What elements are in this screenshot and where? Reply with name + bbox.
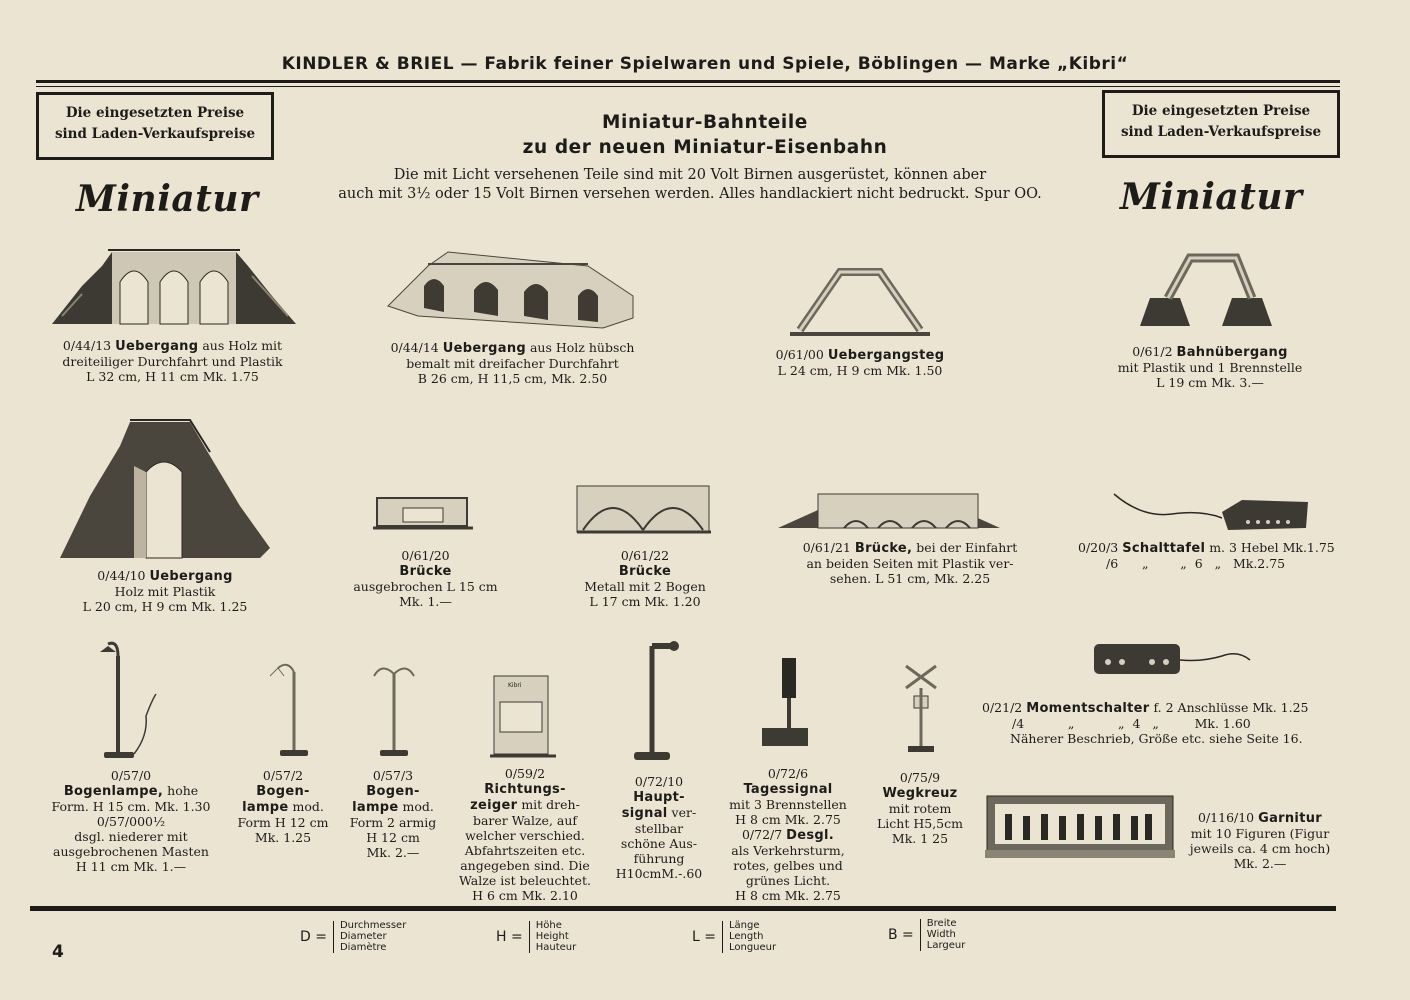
image-schalttafel-20-3 — [1112, 488, 1310, 536]
price-note-right — [1102, 90, 1340, 158]
header-rule-thin — [36, 86, 1340, 87]
item-57-0-line1: hohe — [167, 783, 199, 798]
image-tagessignal-72-6 — [760, 656, 810, 748]
item-57-2-name: Bogen- — [256, 784, 310, 799]
item-44-10-line1: Holz mit Plastik — [114, 584, 216, 599]
image-bogenlampe-57-0 — [96, 636, 160, 764]
legend-b-terms — [927, 918, 966, 951]
item-72-7-line2: rotes, gelbes und — [733, 858, 843, 873]
image-bogenlampe-57-2 — [264, 658, 312, 762]
item-72-7-line1: als Verkehrsturm, — [731, 843, 845, 858]
item-72-10-line2: stellbar — [634, 821, 684, 836]
image-momentschalter-21-2 — [1092, 640, 1252, 678]
item-61-22-number: 0/61/22 — [620, 548, 670, 563]
item-44-13-line3: L 32 cm, H 11 cm Mk. 1.75 — [86, 369, 259, 384]
item-57-3-line3: H 12 cm — [366, 830, 420, 845]
page-title-line2: zu der neuen Miniatur-Eisenbahn — [522, 137, 888, 158]
item-72-6 — [716, 766, 860, 903]
legend-d-term1: Durchmesser — [339, 920, 407, 931]
legend-b — [888, 918, 965, 951]
legend-l-term2: Length — [728, 931, 764, 942]
footer-rule — [30, 906, 1336, 911]
item-72-7-line3: grünes Licht. — [745, 873, 831, 888]
item-57-3 — [338, 768, 448, 860]
item-61-22-name: Brücke — [618, 564, 672, 579]
item-44-10-number: 0/44/10 — [97, 568, 146, 583]
item-61-20-line2: Mk. 1.— — [399, 594, 452, 609]
item-20-3-number: 0/20/3 — [1078, 540, 1119, 555]
item-72-6-name: Tagessignal — [743, 782, 833, 797]
item-61-21-line1: bei der Einfahrt — [916, 540, 1018, 555]
item-61-2-line1: mit Plastik und 1 Brennstelle — [1117, 360, 1303, 375]
item-44-13-name: Uebergang — [115, 339, 199, 354]
item-57-0-line5: ausgebrochenen Masten — [53, 844, 209, 859]
item-61-22-line2: L 17 cm Mk. 1.20 — [589, 594, 701, 609]
script-logo-right: Miniatur — [1120, 176, 1303, 218]
price-note-right-line2: sind Laden-Verkaufspreise — [1120, 124, 1322, 140]
item-59-2-line4: Abfahrtszeiten etc. — [464, 843, 586, 858]
item-72-7-number: 0/72/7 — [741, 827, 783, 842]
image-bogenlampe-57-3 — [364, 662, 424, 762]
item-57-2-line2: Form H 12 cm — [237, 815, 329, 830]
item-72-6-line1: mit 3 Brennstellen — [729, 797, 847, 812]
item-21-2-name: Momentschalter — [1026, 701, 1150, 716]
item-57-2-name2: lampe — [242, 800, 289, 815]
image-bruecke-61-20 — [373, 494, 473, 534]
item-75-9-line2: Licht H5,5cm — [877, 816, 963, 831]
item-61-22-line1: Metall mit 2 Bogen — [584, 579, 706, 594]
image-uebergang-44-13 — [52, 246, 296, 326]
legend-l-term1: Länge — [728, 920, 760, 931]
catalog-header: KINDLER & BRIEL — Fabrik feiner Spielwaren und Spiele, Böblingen — Marke „Kibri“ — [281, 54, 1129, 74]
item-44-10 — [60, 568, 270, 614]
script-logo-left: Miniatur — [76, 178, 259, 220]
image-uebergangsteg-61-00 — [790, 268, 930, 338]
item-59-2-name2: zeiger — [470, 798, 518, 813]
legend-b-term3: Largeur — [926, 940, 966, 951]
legend-h — [496, 920, 576, 953]
item-44-13-number: 0/44/13 — [62, 338, 112, 353]
item-21-2-number: 0/21/2 — [982, 700, 1023, 715]
item-59-2-number: 0/59/2 — [504, 766, 546, 781]
item-61-00-line1: L 24 cm, H 9 cm Mk. 1.50 — [777, 363, 943, 378]
legend-l-term3: Longueur — [728, 942, 777, 953]
item-75-9-name: Wegkreuz — [882, 786, 958, 801]
legend-b-key: B = — [888, 926, 914, 943]
item-59-2-line6: Walze ist beleuchtet. — [459, 873, 591, 888]
item-61-2-number: 0/61/2 — [1132, 344, 1173, 359]
item-61-00-number: 0/61/00 — [775, 347, 824, 362]
item-59-2-name: Richtungs- — [484, 782, 566, 797]
legend-b-term1: Breite — [926, 918, 957, 929]
price-note-right-line1: Die eingesetzten Preise — [1131, 103, 1311, 119]
item-44-10-name: Uebergang — [149, 569, 233, 584]
item-57-0-number: 0/57/0 — [110, 768, 152, 783]
item-72-10-name: Haupt- — [633, 790, 685, 805]
item-72-10-line4: führung — [633, 851, 685, 866]
item-57-2 — [228, 768, 338, 845]
item-44-13 — [30, 338, 315, 384]
legend-l-terms — [729, 920, 776, 953]
item-75-9-number: 0/75/9 — [899, 770, 941, 785]
item-72-10-number: 0/72/10 — [634, 774, 684, 789]
item-116-10-line2: jeweils ca. 4 cm hoch) — [1189, 841, 1331, 856]
item-75-9-line3: Mk. 1 25 — [891, 831, 949, 846]
item-116-10-number: 0/116/10 — [1198, 810, 1255, 825]
item-72-10-line1: ver- — [671, 805, 697, 820]
item-44-14-name: Uebergang — [442, 341, 526, 356]
image-garnitur-116-10 — [985, 794, 1175, 860]
item-57-0-name: Bogenlampe, — [63, 784, 164, 799]
item-44-14-line3: B 26 cm, H 11,5 cm, Mk. 2.50 — [417, 371, 608, 386]
image-bruecke-61-22 — [577, 480, 711, 536]
legend-d-term2: Diameter — [339, 931, 387, 942]
legend-h-key: H = — [496, 928, 523, 945]
item-72-6-line2: H 8 cm Mk. 2.75 — [735, 812, 841, 827]
legend-l-brace — [722, 921, 723, 953]
item-61-22 — [560, 548, 730, 609]
item-72-10-line5: H10cmM.-.60 — [615, 866, 703, 881]
image-richtungszeiger-59-2 — [490, 672, 556, 762]
item-20-3 — [1078, 540, 1346, 571]
item-59-2 — [452, 766, 598, 903]
intro-line2: auch mit 3½ oder 15 Volt Birnen versehen werden. Alles handlackiert nicht bedruckt. Spur OO. — [338, 186, 1042, 202]
item-57-0-line3: 0/57/000½ — [96, 814, 166, 829]
item-61-21-line3: sehen. L 51 cm, Mk. 2.25 — [829, 571, 991, 586]
item-59-2-line3: welcher verschied. — [465, 828, 585, 843]
item-61-20 — [338, 548, 513, 609]
item-61-2-name: Bahnübergang — [1176, 345, 1288, 360]
item-61-20-number: 0/61/20 — [401, 548, 450, 563]
item-21-2-line3: Näherer Beschrieb, Größe etc. siehe Seite 16. — [1010, 731, 1303, 746]
price-note-left-line2: sind Laden-Verkaufspreise — [54, 126, 256, 142]
legend-h-term1: Höhe — [535, 920, 562, 931]
item-57-3-line2: Form 2 armig — [349, 815, 437, 830]
item-72-10-name2: signal — [621, 806, 668, 821]
item-57-3-name2: lampe — [352, 800, 399, 815]
legend-h-brace — [529, 921, 530, 953]
intro-text — [290, 166, 1090, 204]
item-21-2-line2: /4 „ „ 4 „ Mk. 1.60 — [1012, 716, 1251, 731]
intro-line1: Die mit Licht versehenen Teile sind mit 20 Volt Birnen ausgerüstet, können aber — [393, 167, 987, 183]
item-72-10 — [604, 774, 714, 881]
legend-d — [300, 920, 406, 953]
item-20-3-line1: m. 3 Hebel Mk.1.75 — [1209, 540, 1335, 555]
item-57-0-line4: dsgl. niederer mit — [74, 829, 188, 844]
item-44-14 — [370, 340, 655, 386]
image-bruecke-61-21 — [778, 490, 1000, 532]
item-57-0-line6: H 11 cm Mk. 1.— — [75, 859, 187, 874]
item-61-21-name: Brücke, — [854, 541, 913, 556]
legend-h-term2: Height — [535, 931, 569, 942]
item-57-2-line1: mod. — [292, 799, 324, 814]
legend-d-key: D = — [300, 928, 327, 945]
item-61-20-name: Brücke — [399, 564, 452, 579]
item-20-3-line2: /6 „ „ 6 „ Mk.2.75 — [1106, 556, 1286, 571]
item-57-2-line3: Mk. 1.25 — [254, 830, 312, 845]
price-note-left-line1: Die eingesetzten Preise — [65, 105, 245, 121]
richtungszeiger-sign: Kibri — [508, 682, 522, 689]
item-44-13-line1: aus Holz mit — [202, 338, 283, 353]
item-59-2-line7: H 6 cm Mk. 2.10 — [472, 888, 578, 903]
item-61-21-number: 0/61/21 — [802, 540, 851, 555]
image-uebergang-44-14 — [388, 246, 633, 328]
item-61-20-line1: ausgebrochen L 15 cm — [353, 579, 498, 594]
item-116-10-name: Garnitur — [1258, 811, 1322, 826]
legend-d-brace — [333, 921, 334, 953]
image-bahnuebergang-61-2 — [1140, 254, 1272, 328]
legend-h-terms — [536, 920, 577, 953]
item-72-10-line3: schöne Aus- — [620, 836, 698, 851]
item-21-2-line1: f. 2 Anschlüsse Mk. 1.25 — [1153, 700, 1309, 715]
item-61-21-line2: an beiden Seiten mit Plastik ver- — [806, 556, 1014, 571]
page-title-line1: Miniatur-Bahnteile — [602, 112, 808, 133]
item-72-7-name: Desgl. — [786, 828, 835, 843]
image-uebergang-44-10 — [60, 416, 270, 560]
item-72-7-line4: H 8 cm Mk. 2.75 — [735, 888, 841, 903]
item-44-13-line2: dreiteiliger Durchfahrt und Plastik — [62, 354, 283, 369]
item-57-3-line4: Mk. 2.— — [366, 845, 420, 860]
item-20-3-name: Schalttafel — [1122, 541, 1206, 556]
item-75-9-line1: mit rotem — [888, 801, 952, 816]
header-rule — [36, 80, 1340, 83]
item-59-2-line5: angegeben sind. Die — [460, 858, 590, 873]
item-21-2 — [982, 700, 1342, 746]
legend-d-terms — [340, 920, 406, 953]
item-44-14-line2: bemalt mit dreifacher Durchfahrt — [406, 356, 619, 371]
item-44-10-line2: L 20 cm, H 9 cm Mk. 1.25 — [82, 599, 248, 614]
item-59-2-line2: barer Walze, auf — [472, 813, 578, 828]
item-61-00-name: Uebergangsteg — [827, 348, 945, 363]
item-116-10-line1: mit 10 Figuren (Figur — [1190, 826, 1330, 841]
legend-d-term3: Diamètre — [339, 942, 387, 953]
item-61-00 — [740, 347, 980, 378]
item-61-21 — [770, 540, 1050, 586]
legend-b-term2: Width — [926, 929, 956, 940]
item-61-2-line2: L 19 cm Mk. 3.— — [1156, 375, 1264, 390]
item-72-6-number: 0/72/6 — [767, 766, 809, 781]
page-title — [420, 110, 990, 160]
item-57-3-name: Bogen- — [366, 784, 420, 799]
item-75-9 — [862, 770, 978, 846]
item-57-0 — [36, 768, 226, 874]
price-note-left — [36, 92, 274, 160]
legend-l — [692, 920, 776, 953]
legend-h-term3: Hauteur — [535, 942, 577, 953]
item-44-14-line1: aus Holz hübsch — [529, 340, 635, 355]
legend-b-brace — [920, 919, 921, 951]
item-57-2-number: 0/57/2 — [262, 768, 304, 783]
item-57-3-number: 0/57/3 — [372, 768, 414, 783]
item-116-10 — [1176, 810, 1344, 871]
image-wegkreuz-75-9 — [900, 660, 942, 756]
item-44-14-number: 0/44/14 — [390, 340, 439, 355]
legend-l-key: L = — [692, 928, 716, 945]
item-59-2-line1: mit dreh- — [521, 797, 580, 812]
item-57-3-line1: mod. — [402, 799, 434, 814]
item-61-2 — [1090, 344, 1330, 390]
item-116-10-line3: Mk. 2.— — [1233, 856, 1287, 871]
item-57-0-line2: Form. H 15 cm. Mk. 1.30 — [51, 799, 211, 814]
page-number: 4 — [52, 942, 64, 962]
image-hauptsignal-72-10 — [630, 638, 680, 766]
